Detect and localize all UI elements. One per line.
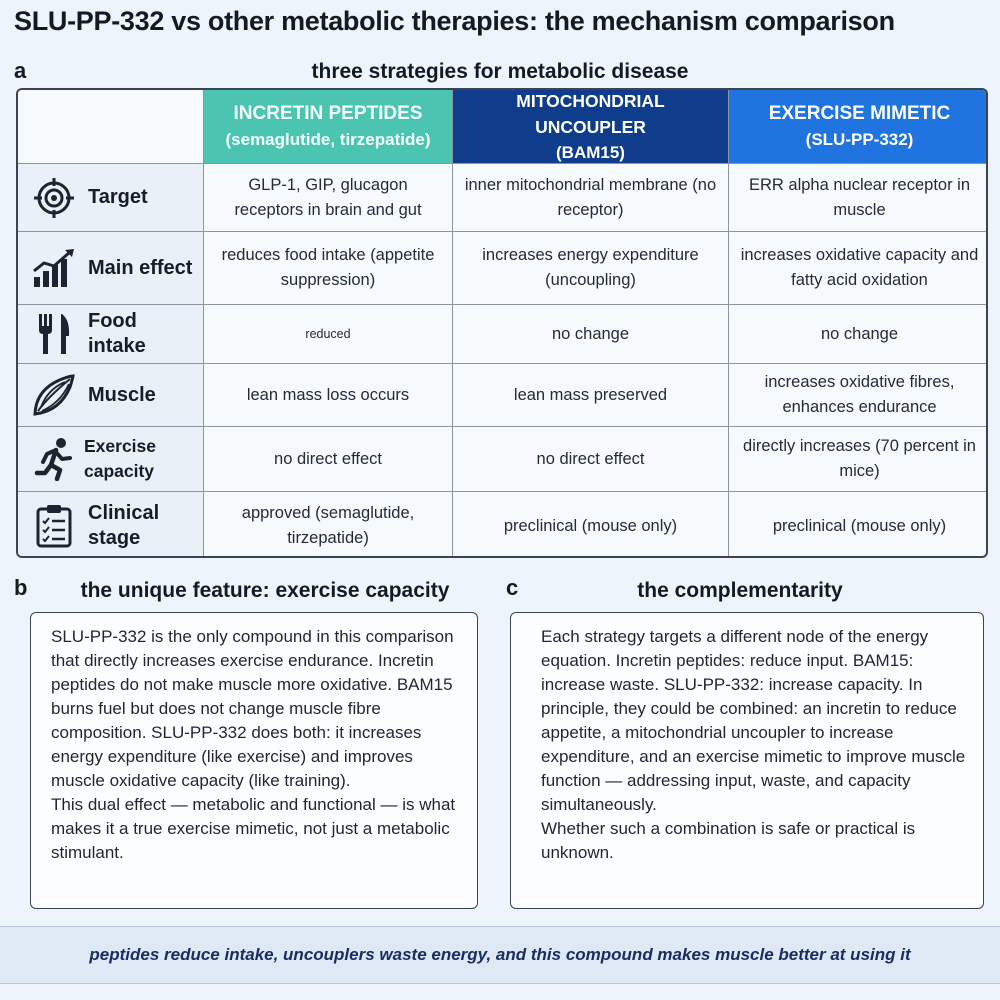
column-header-subtitle: (SLU-PP-332) — [805, 129, 914, 149]
panel-c-paragraph: Whether such a combination is safe or practical is unknown. — [541, 819, 916, 862]
row-label: Main effect — [88, 256, 193, 279]
table-cell: increases oxidative capacity and fatty acid oxidation — [728, 232, 988, 304]
column-header-subtitle: (semaglutide, tirzepatide) — [225, 129, 431, 149]
column-header-subtitle: (BAM15) — [556, 142, 625, 162]
table-cell: GLP-1, GIP, glucagon receptors in brain and gut — [203, 164, 452, 231]
panel-b-text-box — [30, 612, 478, 909]
table-row — [18, 363, 986, 426]
column-header-title: MITOCHONDRIAL UNCOUPLER — [516, 90, 665, 137]
table-cell: preclinical (mouse only) — [728, 492, 988, 558]
row-header-food-intake — [18, 305, 203, 363]
comparison-table — [16, 88, 988, 558]
table-cell: directly increases (70 percent in mice) — [728, 427, 988, 491]
table-cell: inner mitochondrial membrane (no receptor) — [452, 164, 728, 231]
row-header-exercise-capacity — [18, 427, 203, 491]
panel-b-paragraph: SLU-PP-332 is the only compound in this comparison that directly increases exercise endurance. Incretin peptides do not make muscle more oxidative. BAM15 burns fuel but does not change muscle fibre composition. SLU-PP-332 does both: it increases energy expenditure (like exercise) and improves muscle oxidative capacity (like training). — [51, 627, 454, 790]
table-cell: increases oxidative fibres, enhances endurance — [728, 364, 988, 426]
clipboard-checklist-icon — [32, 504, 76, 548]
row-label: Food intake — [88, 310, 146, 357]
panel-c-text-box — [510, 612, 984, 909]
bar-chart-trend-icon — [32, 246, 76, 290]
row-label: Muscle — [88, 383, 156, 406]
table-cell: lean mass loss occurs — [203, 364, 452, 426]
panel-b-paragraph: This dual effect — metabolic and functional — is what makes it a true exercise mimetic, not just a metabolic stimulant. — [51, 795, 456, 862]
panel-c-paragraph: Each strategy targets a different node of the energy equation. Incretin peptides: reduce input. BAM15: increase waste. SLU-PP-332: increase capacity. In principle, they could be combined: an incretin to reduce appetite, a mitochondrial uncoupler to increase expenditure, and an exercise mimetic to improve muscle function — addressing input, waste, and capacity simultaneously. — [541, 627, 966, 814]
column-header-title: EXERCISE MIMETIC — [768, 102, 951, 124]
column-header-uncoupler — [452, 90, 728, 163]
table-cell: ERR alpha nuclear receptor in muscle — [728, 164, 988, 231]
column-header-exercise-mimetic — [728, 90, 988, 163]
table-cell: reduced — [203, 305, 452, 363]
row-header-muscle — [18, 364, 203, 426]
table-row — [18, 163, 986, 231]
table-cell: no change — [728, 305, 988, 363]
fork-knife-icon — [32, 312, 76, 356]
panel-a-letter: a — [14, 58, 27, 83]
table-row — [18, 231, 986, 304]
table-cell: no change — [452, 305, 728, 363]
panel-c-letter: c — [506, 575, 519, 600]
table-cell: no direct effect — [203, 427, 452, 491]
row-label: Clinical stage — [88, 502, 160, 549]
table-cell: approved (semaglutide, tirzepatide) — [203, 492, 452, 558]
table-cell: no direct effect — [452, 427, 728, 491]
table-cell: reduces food intake (appetite suppression) — [203, 232, 452, 304]
row-header-target — [18, 164, 203, 231]
running-person-icon — [32, 437, 76, 481]
column-header-incretin — [203, 90, 452, 163]
panel-c-subtitle: the complementarity — [637, 579, 843, 602]
page-title: SLU-PP-332 vs other metabolic therapies: the mechanism comparison — [14, 6, 895, 36]
table-row — [18, 426, 986, 491]
row-label: Exercise capacity — [84, 436, 157, 481]
footer-summary: peptides reduce intake, uncouplers waste energy, and this compound makes muscle better at using it — [0, 926, 1000, 984]
panel-a-subtitle: three strategies for metabolic disease — [311, 60, 689, 83]
muscle-fiber-icon — [32, 373, 76, 417]
table-cell: lean mass preserved — [452, 364, 728, 426]
table-corner — [18, 90, 203, 163]
column-header-title: INCRETIN PEPTIDES — [233, 102, 423, 124]
table-row — [18, 304, 986, 363]
table-header-row — [18, 90, 986, 163]
table-cell: increases energy expenditure (uncoupling) — [452, 232, 728, 304]
table-row — [18, 491, 986, 558]
target-icon — [32, 176, 76, 220]
panel-b-letter: b — [14, 575, 28, 600]
table-cell: preclinical (mouse only) — [452, 492, 728, 558]
row-header-clinical-stage — [18, 492, 203, 558]
panel-b-subtitle: the unique feature: exercise capacity — [80, 579, 450, 602]
row-header-main-effect — [18, 232, 203, 304]
row-label: Target — [88, 186, 148, 208]
